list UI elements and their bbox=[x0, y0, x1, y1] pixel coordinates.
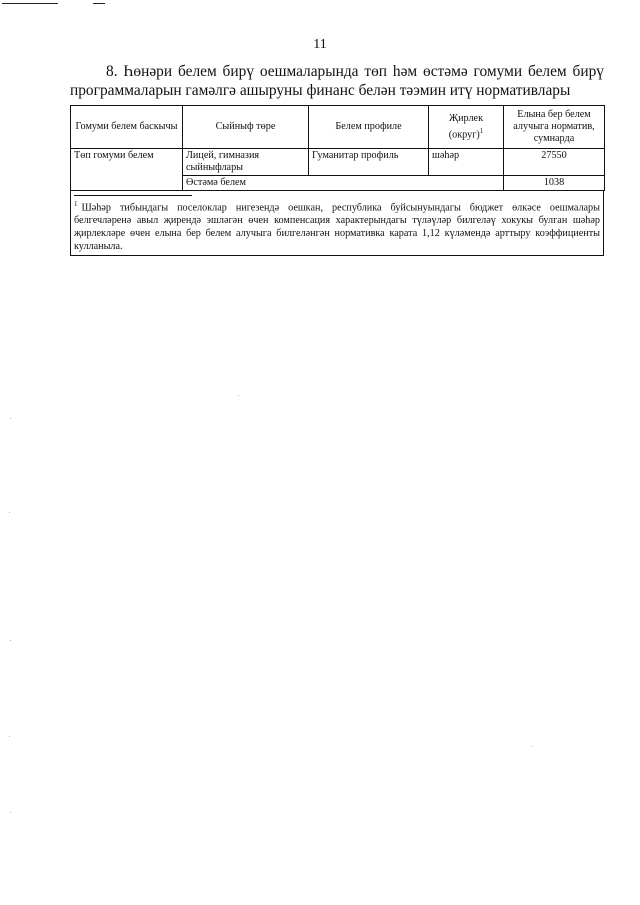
header-locality-label: Җирлек (округ) bbox=[448, 112, 484, 141]
table-header-row bbox=[71, 106, 605, 149]
page-number: 11 bbox=[313, 37, 327, 52]
cell-education-level: Төп гомуми белем bbox=[71, 149, 183, 191]
footnote-text: Шәһәр тибындагы поселоклар нигезендә оешкан, республика буйсынуындагы бюджет өлкәсе оешмалары белгечләренә авыл җирендә эшләгән өчен компенсация характерындагы түләүләр билгеләү хокукы булган шәһәр җирлекләре өчен елына бер белем алучыга билгеләнгән нормативка карата 1,12 күләмендә арттыру коэффициенты кулланыла. bbox=[74, 202, 600, 252]
header-locality bbox=[429, 106, 504, 149]
section-heading bbox=[70, 62, 604, 100]
scan-speck bbox=[10, 418, 11, 419]
header-norm-per-student: Елына бер белем алучыга норматив, сумнарда bbox=[504, 106, 605, 149]
cell-norm-value-additional: 1038 bbox=[504, 176, 605, 191]
footnote-marker: 1 bbox=[74, 200, 78, 208]
funding-norms-table bbox=[70, 105, 605, 191]
footnote-block bbox=[70, 191, 604, 256]
scan-speck bbox=[238, 395, 239, 396]
section-heading-text: 8. Һөнәри белем бирү оешмаларында төп һәм өстәмә гомуми белем бирү программаларын гамәлгә ашыруны финанс белән тәэмин итү нормативлары bbox=[70, 63, 604, 99]
scan-speck bbox=[532, 746, 533, 747]
table-row bbox=[71, 149, 605, 176]
cell-additional-education: Өстәмә белем bbox=[183, 176, 504, 191]
top-left-rule-fragment bbox=[93, 3, 105, 4]
scan-speck bbox=[10, 812, 11, 813]
scan-speck bbox=[9, 736, 10, 737]
cell-education-profile: Гуманитар профиль bbox=[309, 149, 429, 176]
top-left-rule bbox=[2, 3, 58, 4]
cell-class-type: Лицей, гимназия сыйныфлары bbox=[183, 149, 309, 176]
header-education-level: Гомуми белем баскычы bbox=[71, 106, 183, 149]
header-class-type: Сыйныф төре bbox=[183, 106, 309, 149]
header-locality-footnote-mark: 1 bbox=[479, 126, 484, 135]
cell-norm-value: 27550 bbox=[504, 149, 605, 176]
scan-speck bbox=[10, 640, 11, 641]
footnote-separator bbox=[74, 195, 192, 196]
cell-locality: шәһәр bbox=[429, 149, 504, 176]
header-education-profile: Белем профиле bbox=[309, 106, 429, 149]
scan-speck bbox=[9, 512, 10, 513]
